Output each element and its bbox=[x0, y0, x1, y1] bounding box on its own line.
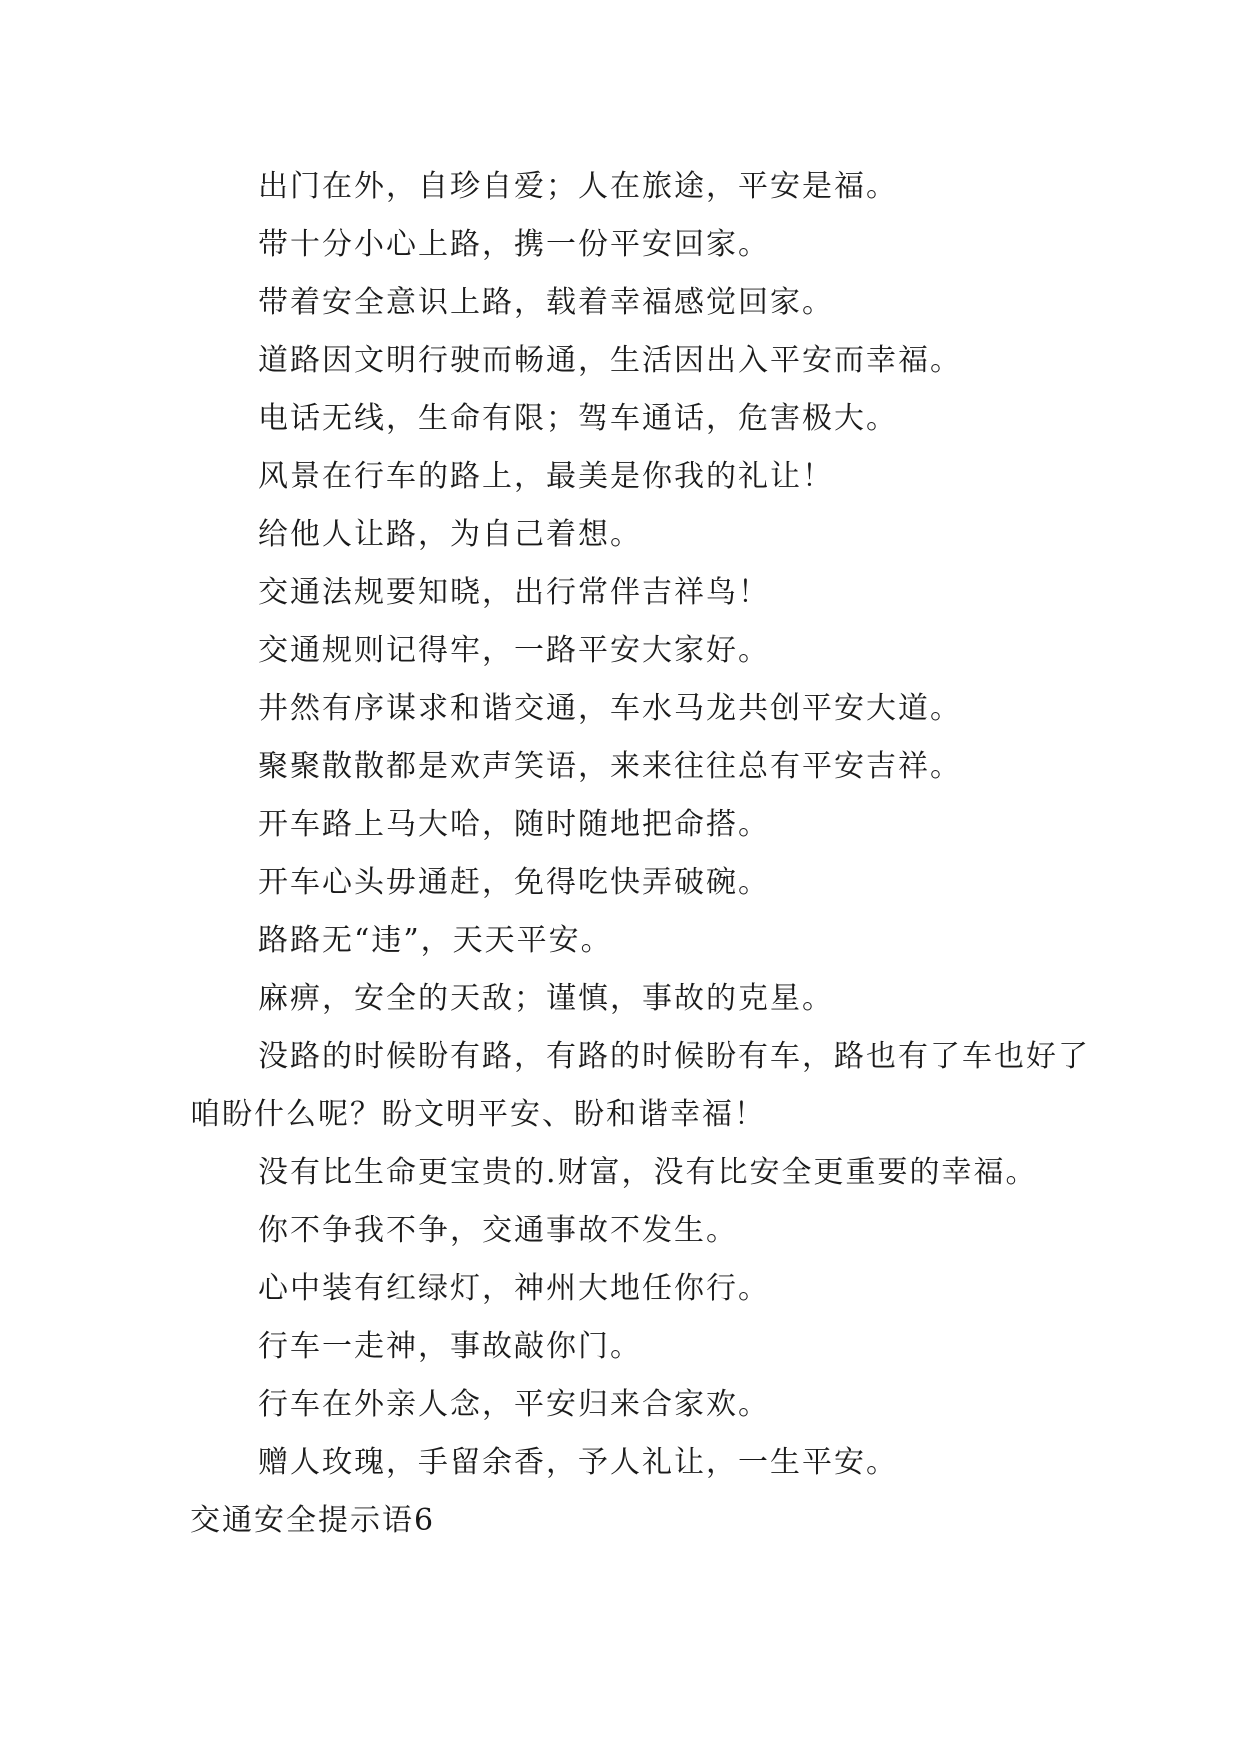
slogan-paragraph: 电话无线，生命有限；驾车通话，危害极大。 bbox=[258, 401, 898, 436]
section-heading: 交通安全提示语6 bbox=[190, 1503, 436, 1538]
slogan-paragraph: 心中装有红绿灯，神州大地任你行。 bbox=[258, 1271, 770, 1306]
slogan-paragraph: 聚聚散散都是欢声笑语，来来往往总有平安吉祥。 bbox=[258, 749, 962, 784]
slogan-paragraph: 没有比生命更宝贵的.财富，没有比安全更重要的幸福。 bbox=[258, 1155, 1038, 1190]
slogan-paragraph: 带着安全意识上路，载着幸福感觉回家。 bbox=[258, 285, 834, 320]
slogan-paragraph: 路路无“违”，天天平安。 bbox=[258, 923, 613, 958]
document-body bbox=[190, 158, 1090, 1550]
slogan-paragraph: 开车路上马大哈，随时随地把命搭。 bbox=[258, 807, 770, 842]
slogan-paragraph: 开车心头毋通赶，免得吃快弄破碗。 bbox=[258, 865, 770, 900]
slogan-paragraph: 赠人玫瑰，手留余香，予人礼让，一生平安。 bbox=[258, 1445, 898, 1480]
slogan-paragraph: 带十分小心上路，携一份平安回家。 bbox=[258, 227, 770, 262]
slogan-paragraph: 道路因文明行驶而畅通，生活因出入平安而幸福。 bbox=[258, 343, 962, 378]
slogan-paragraph: 行车一走神，事故敲你门。 bbox=[258, 1329, 642, 1364]
slogan-paragraph: 你不争我不争，交通事故不发生。 bbox=[258, 1213, 738, 1248]
slogan-paragraph: 给他人让路，为自己着想。 bbox=[258, 517, 642, 552]
slogan-paragraph: 交通规则记得牢，一路平安大家好。 bbox=[258, 633, 770, 668]
slogan-paragraph: 井然有序谋求和谐交通，车水马龙共创平安大道。 bbox=[258, 691, 962, 726]
slogan-paragraph: 行车在外亲人念，平安归来合家欢。 bbox=[258, 1387, 770, 1422]
slogan-paragraph: 麻痹，安全的天敌；谨慎，事故的克星。 bbox=[258, 981, 834, 1016]
slogan-paragraph: 风景在行车的路上，最美是你我的礼让！ bbox=[258, 459, 834, 494]
slogan-paragraph: 出门在外，自珍自爱；人在旅途，平安是福。 bbox=[258, 169, 898, 204]
slogan-paragraph: 交通法规要知晓，出行常伴吉祥鸟！ bbox=[258, 575, 770, 610]
slogan-paragraph: 没路的时候盼有路，有路的时候盼有车，路也有了车也好了咱盼什么呢？盼文明平安、盼和谐幸福！ bbox=[190, 1039, 1090, 1132]
